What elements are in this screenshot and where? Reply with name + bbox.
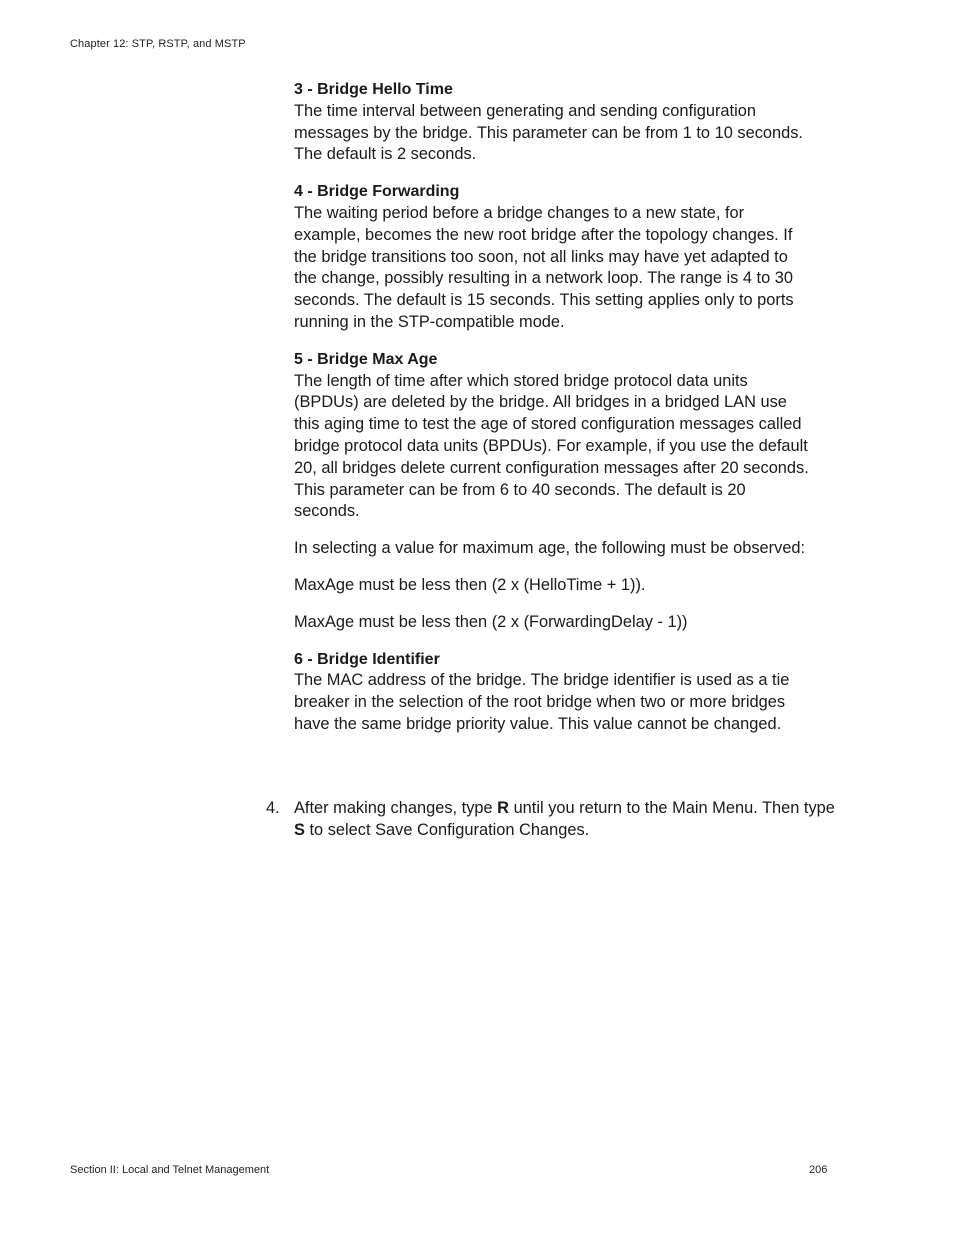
step-text-part: After making changes, type (294, 799, 498, 817)
max-age-rule-hello: MaxAge must be less then (2 x (HelloTime + 1)). (294, 575, 646, 594)
entry-body: The length of time after which stored bridge protocol data units (BPDUs) are deleted by the bridge. All bridges in a bridged LAN use this aging time to test the age of stored configuration messages called bridge protocol data units (BPDUs). For example, if you use the default 20, all bridges delete current configuration messages after 20 seconds. This parameter can be from 6 to 40 seconds. The default is 20 seconds. (294, 371, 809, 521)
entry-title: 4 - Bridge Forwarding (294, 183, 460, 201)
step-4 (266, 798, 836, 842)
entry-bridge-max-age (294, 349, 814, 523)
entry-title: 5 - Bridge Max Age (294, 350, 438, 368)
entry-body: The time interval between generating and sending configuration messages by the bridge. This parameter can be from 1 to 10 seconds. The default is 2 seconds. (294, 101, 803, 164)
entry-body: The waiting period before a bridge changes to a new state, for example, becomes the new root bridge after the topology changes. If the bridge transitions too soon, not all links may have yet adapted to the change, possibly resulting in a network loop. The range is 4 to 30 seconds. The default is 15 seconds. This setting applies only to ports running in the STP-compatible mode. (294, 203, 794, 331)
entry-bridge-forwarding (294, 181, 814, 334)
entry-body: The MAC address of the bridge. The bridge identifier is used as a tie breaker in the selection of the root bridge when two or more bridges have the same bridge priority value. This value cannot be changed. (294, 671, 790, 733)
entry-bridge-identifier (294, 649, 814, 736)
entry-title: 3 - Bridge Hello Time (294, 81, 453, 98)
max-age-rule-forwarding: MaxAge must be less then (2 x (ForwardingDelay - 1)) (294, 612, 688, 631)
footer-page-number: 206 (809, 1164, 828, 1176)
max-age-intro: In selecting a value for maximum age, the following must be observed: (294, 539, 806, 558)
entry-bridge-hello-time (294, 79, 814, 166)
step-text-part: until you return to the Main Menu. Then type (509, 799, 835, 817)
main-content (294, 79, 814, 751)
key-r: R (497, 799, 510, 817)
footer-section: Section II: Local and Telnet Management (70, 1164, 270, 1176)
entry-title: 6 - Bridge Identifier (294, 650, 440, 668)
running-head: Chapter 12: STP, RSTP, and MSTP (70, 38, 246, 50)
step-text (294, 798, 836, 842)
step-number: 4. (266, 799, 280, 817)
step-text-part: to select Save Configuration Changes. (304, 820, 590, 839)
key-s: S (294, 820, 305, 839)
